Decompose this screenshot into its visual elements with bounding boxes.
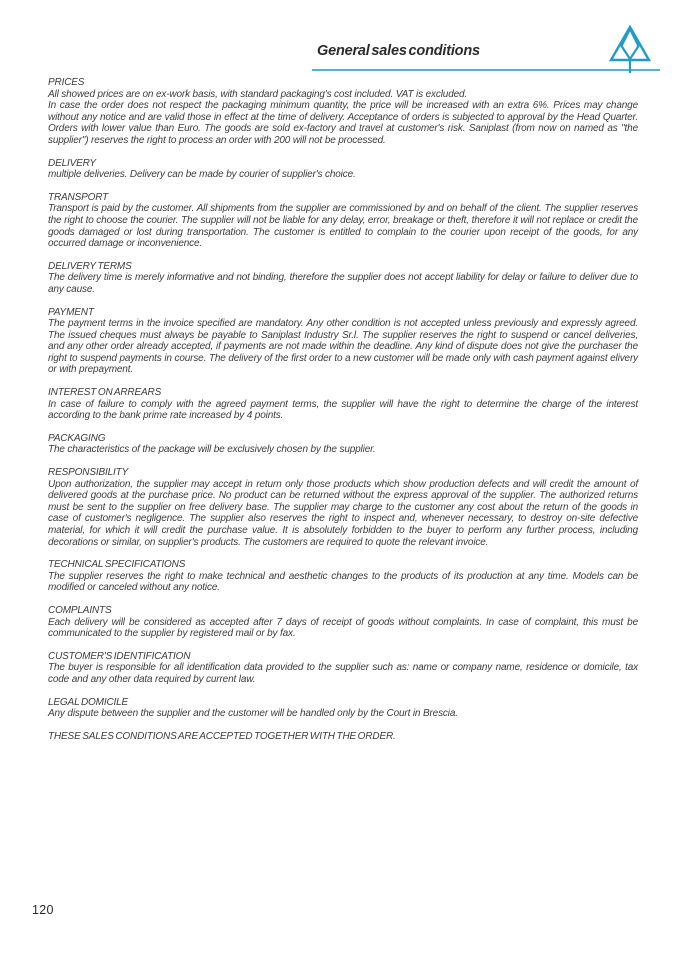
section-heading: PACKAGING (48, 432, 106, 444)
section (48, 697, 638, 720)
section-paragraph: The payment terms in the invoice specified are mandatory. Any other condition is not accepted unless previously and expressly agreed. The issued cheques must always be payable to Saniplast Industry Sr.l. The supplier reserves the right to suspend or cancel deliveries, and any other order already accepted, if payments are not made within the deadline. Any kind of dispute does not give the purchaser the right to suspend payments in course. The delivery of the first order to a new customer will be made only with cash payment against elivery or with prepayment. (48, 318, 638, 376)
conditions-body (48, 77, 638, 742)
section-heading: TECHNICAL SPECIFICATIONS (48, 559, 186, 571)
section (48, 605, 638, 640)
section-paragraph: Transport is paid by the customer. All shipments from the supplier are commissioned by and on behalf of the client. The supplier reserves the right to choose the courier. The supplier will not be liable for any delay, error, breakage or theft, therefore it will not replace or credit the goods damaged or lost during transportation. The customer is entitled to complain to the courier upon receipt of the goods, for any occurred damage or inconvenience. (48, 203, 638, 250)
section-paragraph: The characteristics of the package will be exclusively chosen by the supplier. (48, 444, 376, 456)
section-paragraph: All showed prices are on ex-work basis, with standard packaging's cost included. VAT is excluded. (48, 88, 468, 100)
section-heading: PAYMENT (48, 306, 94, 318)
section (48, 433, 638, 456)
section-paragraph: Upon authorization, the supplier may accept in return only those products which show production defects and will credit the amount of delivered goods at the purchase price. No product can be returned without the express approval of the supplier. The authorized returns must be sent to the supplier on free delivery base. The supplier may charge to the customer any cost about the return of the goods in case of customer's negligence. The supplier also reserves the right to inspect and, whenever necessary, to destroy on-site defective material, for which it will credit the purchase value. It is absolutely forbidden to the buyer to perform any further process, including decorations or similar, on supplier's products. The customers are required to quote the relevant invoice. (48, 478, 638, 548)
section (48, 307, 638, 377)
section-paragraph: multiple deliveries. Delivery can be made by courier of supplier's choice. (48, 169, 356, 181)
section-paragraph: In case the order does not respect the packaging minimum quantity, the price will be increased with an extra 6%. Prices may change without any notice and are valid those in effect at the time of delivery. Acceptance of orders is subjected to approval by the Head Quarter. Orders with lower value than Euro. The goods are sold ex-factory and travel at customer's risk. Saniplast (from now on named as "the supplier") reserves the right to process an order with 200 will not be processed. (48, 100, 638, 146)
section-heading: RESPONSIBILITY (48, 467, 129, 479)
section-heading: INTEREST ON ARREARS (48, 387, 162, 399)
section-heading: PRICES (48, 77, 85, 88)
section (48, 261, 638, 296)
section-paragraph: Any dispute between the supplier and the customer will be handled only by the Court in Brescia. (48, 708, 458, 720)
section-paragraph: The delivery time is merely informative and not binding, therefore the supplier does not accept liability for delay or failure to deliver due to any cause. (48, 272, 638, 295)
section-paragraph: The supplier reserves the right to make technical and aesthetic changes to the products of its production at any time. Models can be modified or canceled without any notice. (48, 570, 638, 594)
section-paragraph: In case of failure to comply with the agreed payment terms, the supplier will have the right to determine the charge of the interest according to the bank prime rate increased by 4 points. (48, 398, 638, 422)
section-heading: LEGAL DOMICILE (48, 696, 129, 708)
triangle-tree-logo-icon (603, 23, 659, 73)
section (48, 77, 638, 147)
section (48, 651, 638, 686)
section-heading: CUSTOMER'S IDENTIFICATION (48, 650, 191, 662)
closing-statement: THESE SALES CONDITIONS ARE ACCEPTED TOGETHER WITH THE ORDER. (48, 730, 396, 742)
section (48, 158, 638, 181)
page-title: General sales conditions (317, 43, 480, 59)
section (48, 192, 638, 250)
section-heading: DELIVERY TERMS (48, 260, 132, 272)
section-paragraph: Each delivery will be considered as accepted after 7 days of receipt of goods without complaints. In case of complaint, this must be communicated to the supplier by registered mail or by fax. (48, 616, 638, 640)
section (48, 559, 638, 594)
sections (48, 77, 638, 720)
section (48, 467, 638, 548)
section-heading: DELIVERY (48, 157, 96, 169)
section-heading: TRANSPORT (48, 191, 109, 203)
page-number: 120 (32, 903, 54, 917)
section (48, 387, 638, 422)
section-paragraph: The buyer is responsible for all identification data provided to the supplier such as: name or company name, residence or domicile, tax code and any other data required by current law. (48, 662, 638, 685)
section-heading: COMPLAINTS (48, 604, 112, 616)
